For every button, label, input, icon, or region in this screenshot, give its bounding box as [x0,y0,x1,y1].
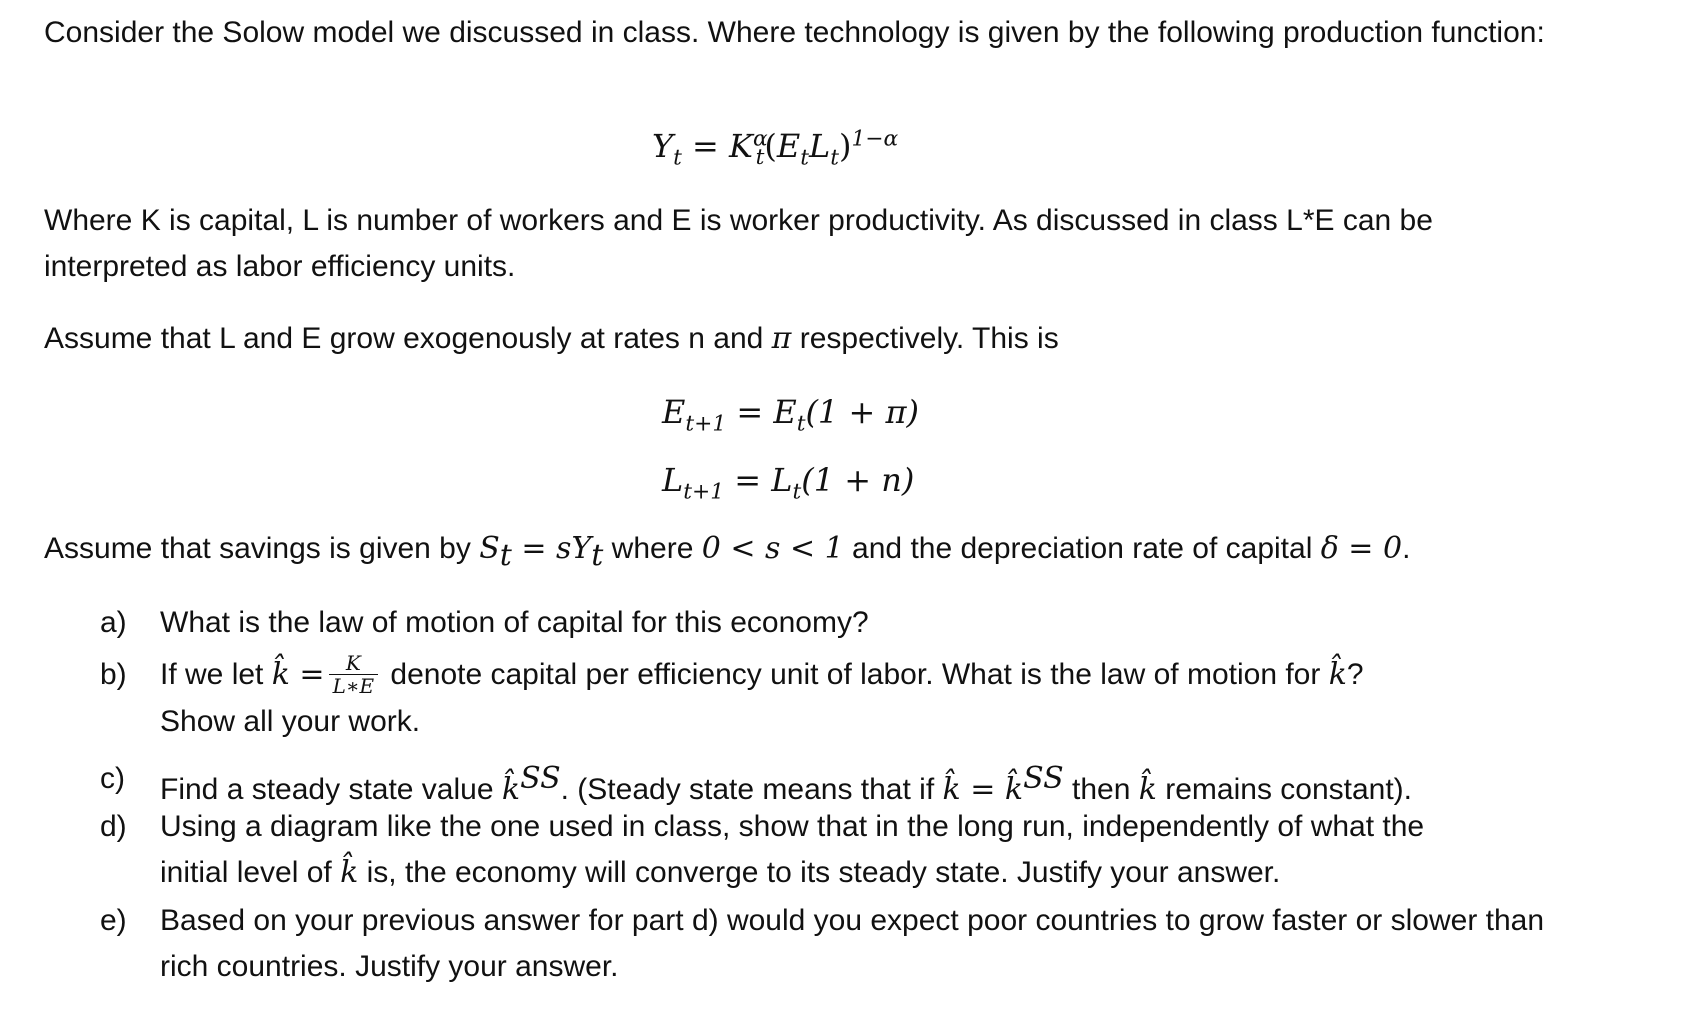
definitions-paragraph: Where K is capital, L is number of workers and E is worker productivity. As discussed in class L*E can be interpreted as labor efficiency units. [44,204,1433,283]
question-d-line2-before: initial level of [160,856,341,889]
eq-k-sub: t [755,145,765,171]
eq-l-rest: (1 + n) [801,461,915,499]
growth-intro-paragraph [44,316,1584,362]
eq-y: Y [652,127,674,165]
eq-l-sub: t [830,145,839,171]
question-d-marker: d) [100,810,127,843]
eq-e: E [776,127,801,165]
eq-l-equals: = [724,461,772,499]
eq-e-lhs-sub: t+1 [685,411,727,437]
eq-l-rhs: L [771,461,793,499]
question-b-marker: b) [100,658,127,691]
labor-growth-equation [662,460,915,505]
eq-l-lhs: L [662,461,684,499]
eq-equals: = [681,127,730,165]
question-a [100,600,1600,652]
eq-k: K [729,127,753,165]
questions-list [100,600,1600,992]
eq-e-rhs: E [773,393,797,431]
savings-delta: δ = 0 [1320,531,1403,566]
question-b-after: denote capital per efficiency unit of labor. What is the law of motion for [382,658,1329,691]
eq-e-equals: = [726,393,774,431]
eq-paren-close: ) [838,127,852,165]
savings-s-sub: t [499,538,512,573]
growth-intro-after: respectively. This is [791,322,1059,355]
savings-eq: = sY [511,531,592,566]
savings-end: . [1402,532,1411,565]
productivity-growth-equation [662,392,919,437]
question-a-marker: a) [100,606,127,639]
savings-and: and the depreciation rate of capital [843,532,1321,565]
intro-paragraph: Consider the Solow model we discussed in class. Where technology is given by the following production function: [44,16,1545,49]
question-c-end: remains constant). [1156,773,1413,806]
question-b-frac-den: L∗E [332,673,375,698]
eq-e-rest: (1 + π) [805,393,919,431]
question-c-mid: . (Steady state means that if [560,773,943,806]
question-c [100,756,1600,807]
eq-l-rhs-sub: t [792,479,802,505]
question-b [100,652,1600,756]
savings-paragraph [44,526,1584,579]
question-b-khat-eq: k̂ = [271,657,325,692]
question-c-cond: k̂ = k̂ [942,772,1024,807]
question-c-marker: c) [100,762,125,795]
question-b-before: If we let [160,658,272,691]
savings-y-sub: t [591,538,604,573]
question-e [100,898,1600,992]
question-a-text: What is the law of motion of capital for this economy? [160,606,869,639]
growth-pi: π [771,321,792,356]
savings-where: where [603,532,702,565]
question-c-then: then [1063,773,1139,806]
eq-l-lhs-sub: t+1 [683,479,725,505]
savings-s-var: S [479,531,500,566]
question-c-khat-ss: k̂ [501,772,521,807]
eq-y-sub: t [673,145,682,171]
question-b-end: ? [1346,658,1364,691]
question-b-khat: k̂ [1328,657,1347,692]
eq-paren-open: ( [764,127,777,165]
question-c-ss: SS [520,761,561,796]
question-c-before: Find a steady state value [160,773,502,806]
question-d [100,804,1600,898]
eq-e-sub: t [800,145,809,171]
question-d-line1: Using a diagram like the one used in class, show that in the long run, independently of what the [160,810,1425,843]
question-e-marker: e) [100,904,127,937]
eq-e-rhs-sub: t [796,411,806,437]
question-c-cond-ss: SS [1023,761,1064,796]
question-b-line2: Show all your work. [160,704,421,738]
question-d-khat: k̂ [340,855,359,890]
question-d-line2-after: is, the economy will converge to its steady state. Justify your answer. [358,856,1281,889]
question-c-khat: k̂ [1138,772,1157,807]
savings-before: Assume that savings is given by [44,532,480,565]
question-b-frac-num: K [329,652,378,675]
eq-e-lhs: E [662,393,686,431]
question-b-fraction [329,652,378,697]
eq-exponent: 1−α [851,126,899,152]
growth-intro-before: Assume that L and E grow exogenously at rates n and [44,322,772,355]
production-function-equation [652,126,899,171]
savings-ineq: 0 < s < 1 [701,531,844,566]
eq-k-sup: α [752,126,768,152]
question-e-text: Based on your previous answer for part d) would you expect poor countries to grow faster or slower than rich countries. Justify your answer. [160,904,1545,983]
eq-l: L [808,127,831,165]
